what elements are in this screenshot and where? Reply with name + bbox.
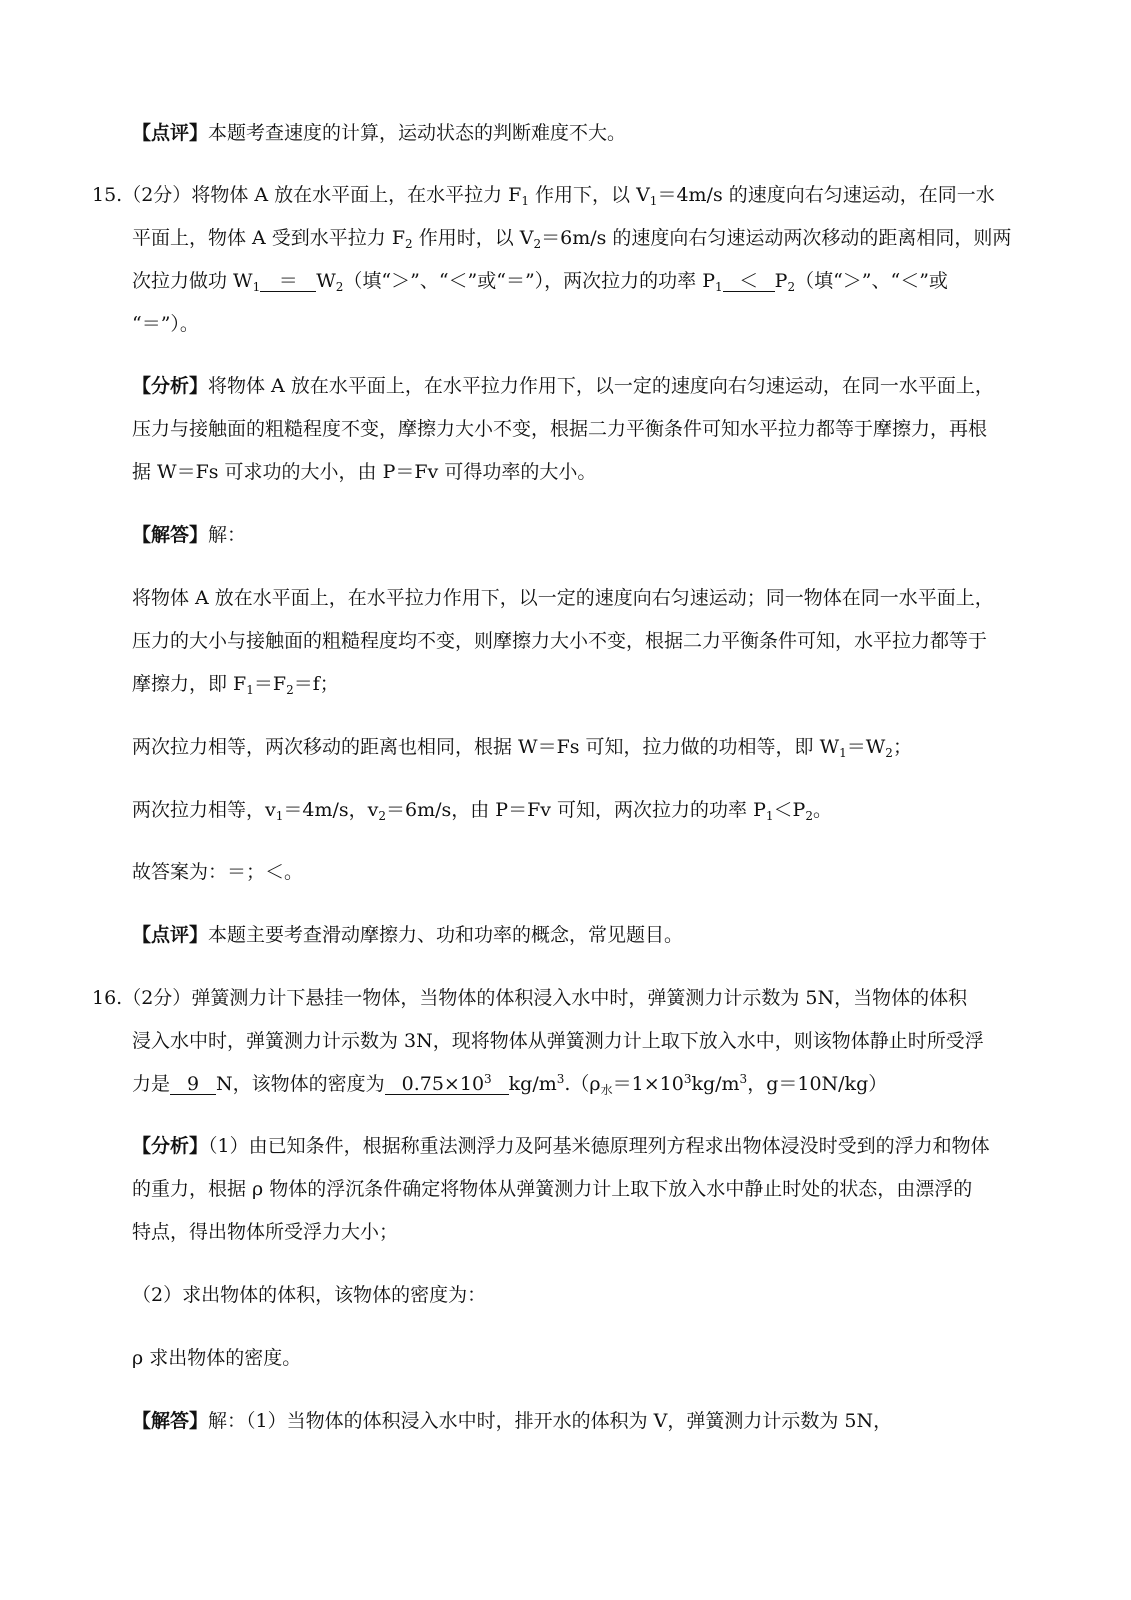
q15-comment — [132, 920, 1012, 947]
analysis-tag: 【分析】 — [132, 375, 209, 397]
q15-text: 作用下，以 V — [528, 184, 650, 206]
q15-text: 将物体 A 放在水平面上，在水平拉力 F — [191, 184, 522, 206]
analysis-text: 的重力，根据 ρ 物体的浮沉条件确定将物体从弹簧测力计上取下放入水中静止时处的状态，由漂浮的 — [132, 1178, 973, 1200]
q16-line-2 — [132, 1026, 984, 1053]
subscript: 2 — [378, 809, 387, 823]
q15-analysis-line-2 — [132, 414, 987, 441]
q15-number: 15. — [92, 184, 123, 206]
q15-text: 次拉力做功 W — [132, 270, 253, 292]
q15-text: ＝6m/s 的速度向右匀速运动两次移动的距离相同，则两 — [541, 227, 1012, 249]
superscript: 3 — [683, 1072, 692, 1086]
analysis-text: 特点，得出物体所受浮力大小； — [132, 1221, 399, 1243]
subscript: 1 — [649, 194, 658, 208]
q15-solution-p1-line-3 — [132, 669, 339, 697]
solution-text: 压力的大小与接触面的粗糙程度均不变，则摩擦力大小不变，根据二力平衡条件可知，水平拉力都等于 — [132, 630, 988, 652]
analysis-text: ρ 求出物体的密度。 — [132, 1347, 302, 1369]
q16-text: 弹簧测力计下悬挂一物体，当物体的体积浸入水中时，弹簧测力计示数为 5N，当物体的体积 — [191, 987, 968, 1009]
subscript: 2 — [787, 280, 796, 294]
analysis-text: 据 W＝Fs 可求功的大小，由 P＝Fv 可得功率的大小。 — [132, 461, 597, 483]
subscript: 1 — [715, 280, 723, 294]
q16-score: （2分） — [122, 987, 192, 1009]
superscript: 3 — [484, 1072, 492, 1086]
solution-text: 。 — [812, 799, 832, 821]
solution-tag: 【解答】 — [132, 524, 209, 546]
q15-text: 平面上，物体 A 受到水平拉力 F — [132, 227, 406, 249]
solution-text: ＜P — [773, 799, 806, 821]
q15-solution-p1-line-2 — [132, 626, 987, 653]
subscript: 1 — [521, 194, 529, 208]
analysis-text: （2）求出物体的体积，该物体的密度为： — [132, 1284, 487, 1306]
q15-analysis-line-1 — [132, 371, 1012, 398]
subscript: 2 — [405, 237, 413, 251]
solution-text: 解： — [208, 524, 247, 546]
answer-blank-1: ＝ — [260, 271, 316, 292]
q16-number: 16. — [92, 987, 123, 1009]
comment-text: 本题考查速度的计算，运动状态的判断难度不大。 — [208, 122, 627, 144]
solution-text: 将物体 A 放在水平面上，在水平拉力作用下，以一定的速度向右匀速运动；同一物体在同一水平面上， — [132, 587, 994, 609]
q16-solution — [132, 1406, 1012, 1433]
q15-line-1 — [92, 180, 995, 208]
subscript: 1 — [275, 809, 284, 823]
solution-text: 解：（1）当物体的体积浸入水中时，排开水的体积为 V，弹簧测力计示数为 5N， — [208, 1410, 893, 1432]
q16-line-3 — [132, 1069, 887, 1098]
q16-analysis-line-4 — [132, 1280, 486, 1307]
q15-solution-p1-line-1 — [132, 583, 994, 610]
q16-text: ，g＝10N/kg） — [747, 1073, 888, 1095]
q15-text: “＝”）。 — [132, 313, 199, 335]
solution-text: ＝W — [846, 736, 886, 758]
subscript: 2 — [335, 280, 344, 294]
subscript: 1 — [246, 683, 254, 697]
answer-blank-buoyancy: 9 — [170, 1074, 216, 1095]
subscript: 1 — [252, 280, 261, 294]
superscript: 3 — [739, 1072, 748, 1086]
comment-top — [132, 118, 1012, 145]
q15-text: W — [316, 270, 336, 292]
comment-tag: 【点评】 — [132, 122, 209, 144]
q16-analysis-line-1 — [132, 1131, 1012, 1158]
comment-text: 本题主要考查滑动摩擦力、功和功率的概念，常见题目。 — [208, 924, 684, 946]
q16-line-1 — [92, 983, 967, 1010]
q15-analysis-line-3 — [132, 457, 596, 484]
final-answer-text: 故答案为：＝；＜。 — [132, 861, 304, 883]
subscript: 水 — [600, 1083, 613, 1097]
q15-score: （2分） — [122, 184, 192, 206]
q16-text: 力是 — [132, 1073, 171, 1095]
q16-text: kg/m — [691, 1073, 740, 1095]
subscript: 2 — [885, 746, 893, 760]
analysis-text: （1）由已知条件，根据称重法测浮力及阿基米德原理列方程求出物体浸没时受到的浮力和物体 — [208, 1135, 990, 1157]
q15-text: 作用时，以 V — [412, 227, 534, 249]
q15-final-answer — [132, 857, 303, 884]
answer-blank-density — [385, 1069, 509, 1095]
subscript: 1 — [839, 746, 847, 760]
q15-text: （填“＞”、“＜”或“＝”），两次拉力的功率 P — [343, 270, 715, 292]
subscript: 1 — [765, 809, 774, 823]
q15-text: （填“＞”、“＜”或 — [795, 270, 948, 292]
q16-text: .（ρ — [564, 1073, 601, 1095]
solution-text: 两次拉力相等，两次移动的距离也相同，根据 W＝Fs 可知，拉力做的功相等，即 W — [132, 736, 840, 758]
subscript: 2 — [286, 683, 294, 697]
q15-line-3 — [132, 266, 948, 294]
solution-text: 两次拉力相等，v — [132, 799, 276, 821]
solution-tag: 【解答】 — [132, 1410, 209, 1432]
q16-analysis-line-3 — [132, 1217, 398, 1244]
solution-text: 摩擦力，即 F — [132, 673, 247, 695]
q15-line-2 — [132, 223, 1011, 251]
q15-text: ＝4m/s 的速度向右匀速运动，在同一水 — [657, 184, 995, 206]
q15-solution-p2 — [132, 732, 912, 760]
q16-text: kg/m — [508, 1073, 557, 1095]
q16-text: ＝1×10 — [612, 1073, 684, 1095]
q16-analysis-line-2 — [132, 1174, 972, 1201]
q16-analysis-line-5 — [132, 1343, 301, 1370]
solution-text: ＝6m/s，由 P＝Fv 可知，两次拉力的功率 P — [386, 799, 766, 821]
analysis-text: 将物体 A 放在水平面上，在水平拉力作用下，以一定的速度向右匀速运动，在同一水平面上， — [208, 375, 994, 397]
density-answer: 0.75×10 — [401, 1073, 485, 1095]
q16-text: 浸入水中时，弹簧测力计示数为 3N，现将物体从弹簧测力计上取下放入水中，则该物体静止时所受浮 — [132, 1030, 984, 1052]
comment-tag: 【点评】 — [132, 924, 209, 946]
answer-blank-2: ＜ — [723, 271, 775, 292]
solution-text: ＝f； — [293, 673, 339, 695]
subscript: 2 — [805, 809, 813, 823]
q15-text: P — [774, 270, 788, 292]
q16-text: N，该物体的密度为 — [216, 1073, 385, 1095]
solution-text: ＝4m/s，v — [283, 799, 379, 821]
solution-text: ＝F — [253, 673, 287, 695]
q15-solution-head — [132, 520, 1012, 547]
q15-solution-p3 — [132, 795, 832, 823]
superscript: 3 — [556, 1072, 565, 1086]
analysis-tag: 【分析】 — [132, 1135, 209, 1157]
q15-line-4 — [132, 309, 199, 336]
solution-text: ； — [892, 736, 912, 758]
subscript: 2 — [533, 237, 542, 251]
analysis-text: 压力与接触面的粗糙程度不变，摩擦力大小不变，根据二力平衡条件可知水平拉力都等于摩擦力，再根 — [132, 418, 988, 440]
